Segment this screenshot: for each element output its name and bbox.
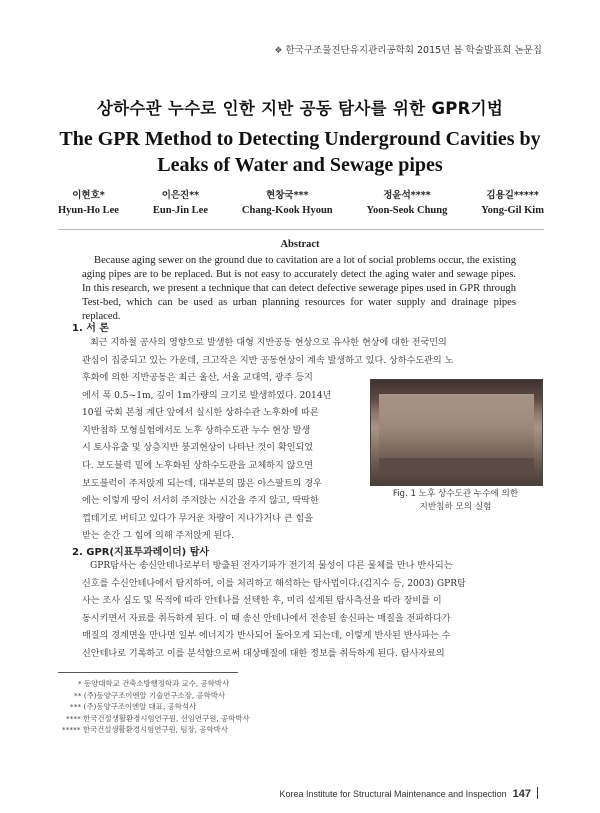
footnote: *** (주)동양구조이엔알 대표, 공학석사 bbox=[70, 702, 197, 712]
paragraph-line: 사는 조사 심도 및 목적에 따라 안테나를 선택한 후, 미리 설계된 탐사측선을 따라 장비를 이 bbox=[82, 596, 442, 607]
author-name-en: Hyun-Ho Lee bbox=[58, 205, 119, 216]
footer-institute: Korea Institute for Structural Maintenance and Inspection bbox=[279, 789, 507, 799]
paragraph-line: 신안테나로 기록하고 이를 분석함으로써 대상매질에 대한 정보를 취득하게 된다. 탐사자료의 bbox=[82, 648, 445, 659]
footnote: ** (주)동양구조이엔알 기술연구소장, 공학박사 bbox=[74, 690, 226, 700]
title-divider bbox=[58, 229, 544, 230]
footnotes bbox=[62, 678, 250, 736]
author-name-en: Chang-Kook Hyoun bbox=[241, 205, 333, 216]
author bbox=[242, 188, 333, 218]
english-title-line-2: Leaks of Water and Sewage pipes bbox=[157, 154, 443, 176]
author-name-ko: 김용길***** bbox=[486, 190, 539, 201]
paragraph-line: 후화에 의한 지반공동은 최근 울산, 서울 교대역, 광주 등지 bbox=[82, 373, 313, 383]
figure-photo bbox=[370, 379, 543, 486]
section-1-text-full bbox=[82, 335, 542, 370]
paragraph-line: 에서 폭 0.5~1m, 깊이 1m가량의 크기로 발생하였다. 2014년 bbox=[82, 390, 332, 401]
paragraph-line: 10월 국회 본청 계단 앞에서 실시한 상하수관 노후화에 따른 bbox=[82, 408, 319, 419]
author-list bbox=[58, 188, 544, 218]
author-name-en: Yoon-Seok Chung bbox=[366, 205, 448, 216]
abstract-text: Because aging sewer on the ground due to cavitation are a lot of social problems occur, the existing aging pipes are to be replaced. But is not easy to accurately detect the aging water and sewage pipes. In this research, we present a technique that can detect defective sewerage pipes used in GPR through Test-bed, which can be used as urban planning resources for water supply and drainage pipes replaced. bbox=[82, 255, 516, 322]
footnote: ***** 한국건설생활환경시험연구원, 팀장, 공학박사 bbox=[62, 725, 228, 735]
running-header bbox=[274, 42, 542, 56]
test-tank-image bbox=[379, 394, 534, 458]
author-name-ko: 이현호* bbox=[72, 190, 105, 201]
abstract-heading: Abstract bbox=[280, 239, 320, 250]
page-number: 147 bbox=[512, 788, 531, 800]
author bbox=[367, 188, 448, 218]
paragraph-line: 신호를 수신안테나에서 탐지하여, 이를 처리하고 해석하는 탐사법이다.(김지수 등, 2003) GPR탐 bbox=[82, 578, 466, 589]
paragraph-line: GPR탐사는 송신안테나로부터 방출된 전자기파가 전기적 물성이 다른 물체를 만나 반사되는 bbox=[90, 561, 453, 571]
author-name-ko: 현창국*** bbox=[266, 190, 309, 201]
footnote: * 동양대학교 건축소방행정학과 교수, 공학박사 bbox=[78, 679, 230, 688]
footer-bar bbox=[537, 787, 538, 799]
author-name-en: Yong-Gil Kim bbox=[481, 205, 544, 216]
english-title-line-1: The GPR Method to Detecting Underground Cavities by bbox=[59, 128, 541, 150]
footnote: **** 한국건설생활환경시험연구원, 선임연구원, 공학박사 bbox=[66, 713, 250, 723]
caption-line-1: Fig. 1 노후 상수도관 누수에 의한 bbox=[392, 489, 519, 499]
paragraph-line: 다. 보도블럭 밑에 노후화된 상하수도관을 교체하지 않으면 bbox=[82, 460, 314, 471]
author bbox=[481, 188, 544, 218]
soil-layer-image bbox=[379, 458, 534, 474]
author-name-ko: 이은진** bbox=[161, 190, 200, 201]
section-1-heading: 1. 서 론 bbox=[72, 323, 110, 334]
author-name-en: Eun-Jin Lee bbox=[152, 205, 208, 216]
paragraph-line: 관심이 집중되고 있는 가운데, 크고작은 지반 공동현상이 계속 발생하고 있다. 상하수도관의 노 bbox=[82, 355, 454, 366]
section-1-text-narrow bbox=[82, 370, 362, 546]
paragraph-line: 받는 순간 그 힘에 의해 주저앉게 된다. bbox=[82, 531, 235, 542]
footnote-divider bbox=[58, 672, 238, 673]
paragraph-line: 매질의 경계면을 만나면 일부 에너지가 반사되어 돌아오게 되는데, 이렇게 반사된 반사파는 수 bbox=[82, 631, 451, 642]
header-text: 한국구조물진단유지관리공학회 2015년 봄 학술발표회 논문집 bbox=[285, 45, 542, 56]
english-title bbox=[0, 126, 600, 178]
author-name-ko: 정윤석**** bbox=[383, 190, 431, 201]
author bbox=[153, 188, 208, 218]
paragraph-line: 동시키면서 자료를 취득하게 된다. 이 때 송신 안테나에서 전송된 송신파는 매질을 전파하다가 bbox=[82, 613, 451, 624]
paragraph-line: 시 토사유출 및 상층지반 붕괴현상이 나타난 것이 확인되었 bbox=[82, 443, 314, 454]
korean-title: 상하수관 누수로 인한 지반 공동 탐사를 위한 GPR기법 bbox=[96, 99, 504, 118]
paragraph-line: 껍데기로 버티고 있다가 무거운 차량이 지나가거나 큰 힘을 bbox=[82, 513, 314, 524]
paragraph-line: 에는 이렇게 땅이 서서히 주저앉는 시간을 주지 않고, 딱딱한 bbox=[82, 496, 319, 507]
paragraph-line: 지반침하 모형실험에서도 노후 상하수도관 누수 현상 발생 bbox=[82, 425, 311, 436]
author bbox=[58, 188, 119, 218]
section-2-heading: 2. GPR(지표투과레이더) 탐사 bbox=[72, 547, 210, 558]
header-mark-icon: ❖ bbox=[274, 46, 283, 56]
section-2-text bbox=[82, 558, 542, 664]
paragraph-line: 보도블럭이 주저앉게 되는데, 대부분의 많은 아스팔트의 경우 bbox=[82, 478, 322, 489]
caption-line-2: 지반침하 모의 실험 bbox=[419, 502, 492, 512]
paragraph-line: 최근 지하철 공사의 영향으로 발생한 대형 지반공동 현상으로 유사한 현상에 대한 전국민의 bbox=[90, 338, 447, 348]
page-footer bbox=[280, 787, 539, 800]
figure-caption bbox=[370, 488, 541, 514]
